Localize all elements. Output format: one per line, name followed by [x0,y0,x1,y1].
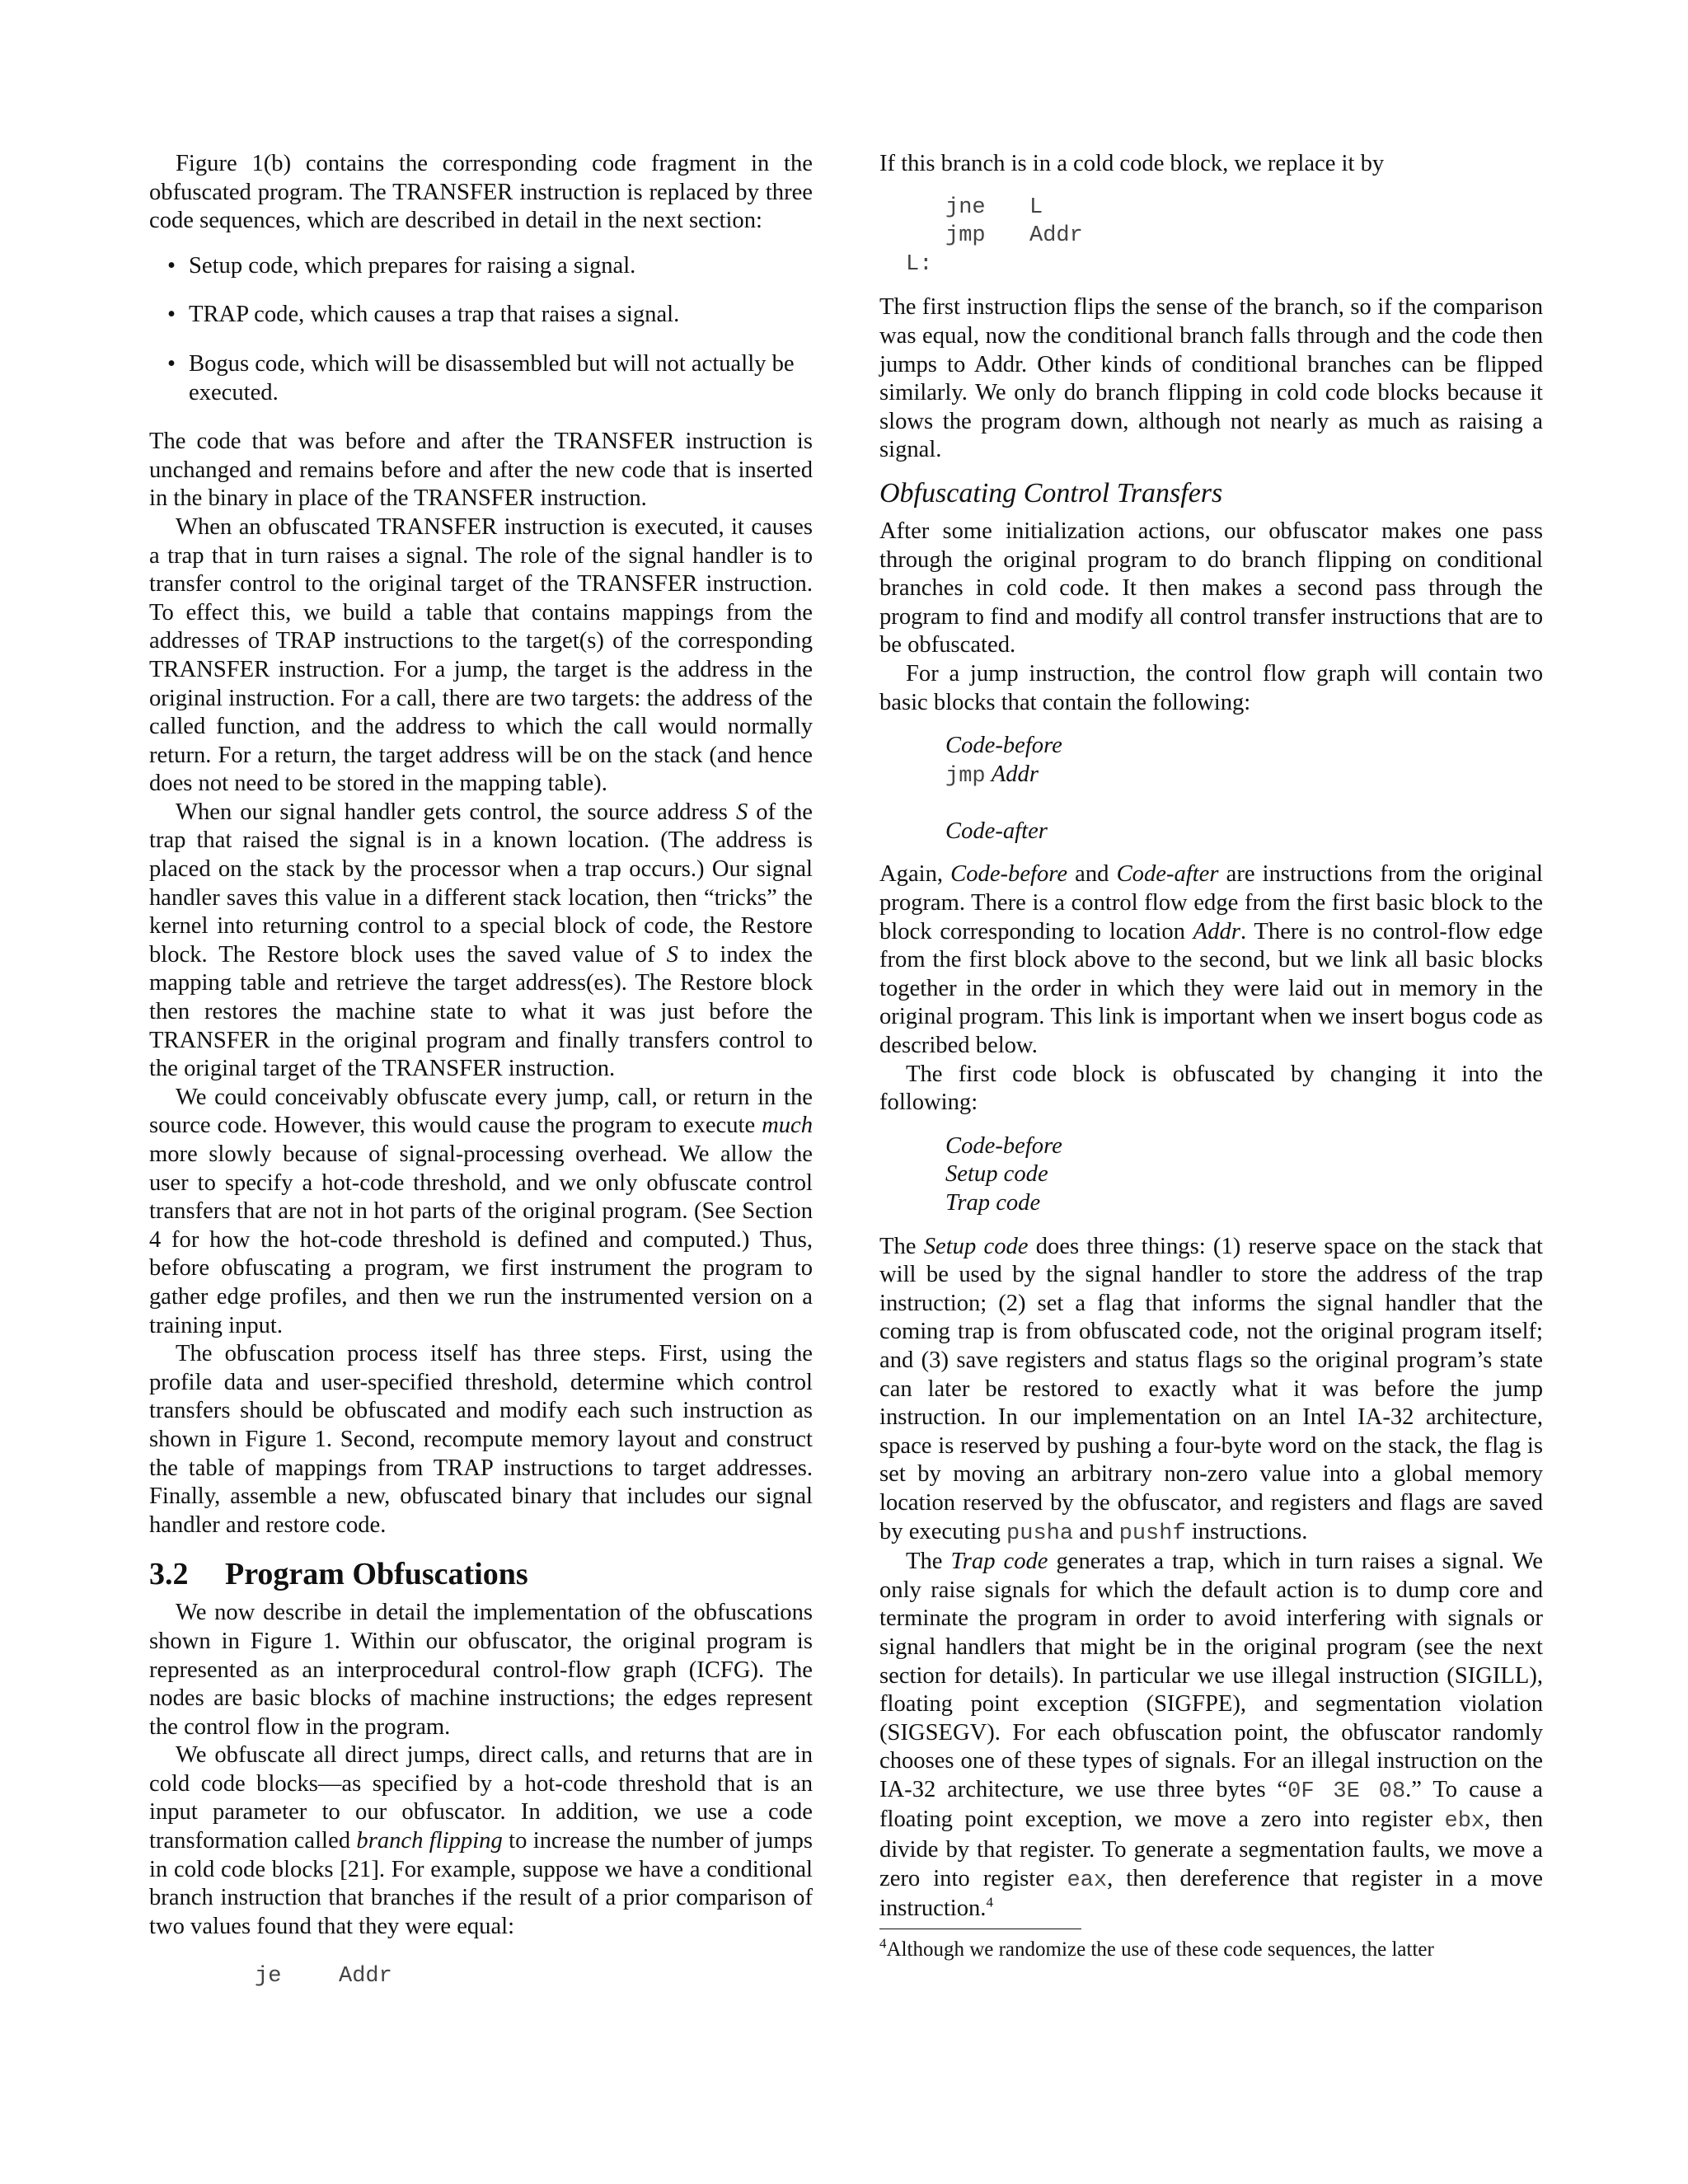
bullet-setup-code: • Setup code, which prepares for raising a signal. [189,252,813,281]
paragraph-conceivably: We could conceivably obfuscate every jump, call, or return in the source code. However, this would cause the program to execute much more slowly because of signal-processing overhead. We allow the user to specify a hot-code threshold, and we only obfuscate control transfers that are not in hot parts of the original program. (See Section 4 for how the hot-code threshold is defined and computed.) Thus, before obfuscating a program, we first instrument the program to gather edge profiles, and then we run the instrumented version on a training input. [149,1084,813,1338]
bullet-trap-code: • TRAP code, which causes a trap that raises a signal. [189,301,813,330]
paragraph-when-executed: When an obfuscated TRANSFER instruction is executed, it causes a trap that in turn raises a signal. The role of the signal handler is to transfer control to the original target of the TRANSFER instruction. To effect this, we build a table that contains mappings from the addresses of TRAP instructions to the target(s) of the corresponding TRANSFER instruction. For a jump, the target is the address in the original instruction. For a call, there are two targets: the address of the called function, and the address to which the call would normally return. For a return, the target address will be on the stack (and hence does not need to be stored in the mapping table). [149,513,813,797]
paragraph-trap-code: The Trap code generates a trap, which in turn raises a signal. We only raise signals for which the default action is to dump core and terminate the program in order to avoid interfering with signals or signal handlers that might be in the original program (see the next section for details). In particular we use illegal instruction (SIGILL), floating point exception (SIGFPE), and segmentation violation (SIGSEGV). For each obfuscation point, the obfuscator randomly chooses one of these types of signals. For an illegal instruction on the IA-32 architecture, we use three bytes “0F 3E 08.” To cause a floating point exception, we move a zero into register ebx, then divide by that register. To generate a segmentation faults, we move a zero into register eax, then dereference that register in a move instruction.$^4$ [879,1549,1544,1922]
subsection-heading: Obfuscating Control Transfers [879,477,1223,509]
paragraph-after-init: After some initialization actions, our obfuscator makes one pass through the original program to do branch flipping on conditional branches in cold code. It then makes a second pass through the program to find and modify all control transfer instructions that are to be obfuscated. [879,518,1543,658]
paragraph-unchanged: The code that was before and after the TRANSFER instruction is unchanged and remains before and after the new code that is inserted in the binary in place of the TRANSFER instruction. [149,429,813,512]
bullet-bogus-code: • Bogus code, which will be disassembled but will not actually be executed. [189,350,813,407]
code-branch-flip: jne L jmp Addr L: [945,194,1543,279]
left-column [149,150,813,1991]
paragraph-direct-jumps: We obfuscate all direct jumps, direct calls, and returns that are in cold code blocks—as specified by a hot-code threshold that is an input parameter to our obfuscator. In addition, we use a code transformation called branch flipping to increase the number of jumps in cold code blocks [21]. For example, suppose we have a conditional branch instruction that branches if the result of a prior comparison of two values found that they were equal: [149,1742,814,1939]
paragraph-first-instruction: The first instruction flips the sense of the branch, so if the comparison was equal, now the conditional branch falls through and the code then jumps to Addr. Other kinds of conditional branches can be flipped similarly. We only do branch flipping in cold code blocks because it slows the program down, although not nearly as much as raising a signal. [879,294,1543,463]
paragraph-signal-handler: When our signal handler gets control, the source address S of the trap that raised the signal is in a known location. (The address is placed on the stack by the processor when a trap occurs.) Our signal handler saves this value in a different stack location, then “tricks” the kernel into returning control to a special block of code, the Restore block. The Restore block uses the saved value of S to index the mapping table and retrieve the target address(es). The Restore block then restores the machine state to what it was just before the TRANSFER in the original program and finally transfers control to the original target of the TRANSFER instruction. [149,799,813,1082]
footnote-marker: 4 [986,1894,993,1910]
section-title: Program Obfuscations [225,1557,528,1592]
math-s: S [735,799,748,825]
code-jump-blocks: Code-before jmp Addr Code-after [945,733,1062,844]
paragraph-first-block: The first code block is obfuscated by changing it into the following: [879,1061,1543,1116]
footnote-number: 4 [879,1935,887,1952]
paragraph-process: The obfuscation process itself has three steps. First, using the profile data and user-specified threshold, determine which control transfers should be obfuscated and modify each such instruction as shown in Figure 1. Second, recompute memory layout and construct the table of mappings from TRAP instructions to target addresses. Finally, assemble a new, obfuscated binary that includes our signal handler and restore code. [149,1341,813,1538]
code-obfuscated-block: Code-before Setup code Trap code [945,1132,1062,1216]
section-number: 3.2 [149,1557,189,1592]
paragraph-jump-instruction: For a jump instruction, the control flow graph will contain two basic blocks that contain the following: [879,660,1543,715]
paragraph-again: Again, Code-before and Code-after are instructions from the original program. There is a control flow edge from the first basic block to the block corresponding to location Addr. There is no control-flow edge from the first block above to the second, but we link all basic blocks together in the order in which they were laid out in memory in the original program. This link is important when we insert bogus code as described below. [879,861,1543,1059]
footnote: $^4$Although we randomize the use of these code sequences, the latter [879,1935,1434,1961]
paragraph-setup-code: The Setup code does three things: (1) reserve space on the stack that will be used by the signal handler to store the address of the trap instruction; (2) set a flag that informs the signal handler that the coming trap is from obfuscated code, not the original program itself; and (3) save registers and status flags so the original program’s state can later be restored to exactly what it was before the jump instruction. In our implementation on an Intel IA-32 architecture, space is reserved by pushing a four-byte word on the stack, the flag is set by moving an arbitrary non-zero value into a global memory location reserved by the obfuscator, and registers and flags are saved by executing pusha and pushf instructions. [879,1233,1543,1546]
paragraph-intro: Figure 1(b) contains the corresponding code fragment in the obfuscated program. The TRANSFER instruction is replaced by three code sequences, which are described in detail in the next section: [149,151,813,234]
section-heading [149,1556,813,1592]
right-column [879,150,1543,1962]
bullet-list [149,252,813,407]
code-label: L: [906,251,933,277]
paragraph-cold-block: If this branch is in a cold code block, we replace it by [879,151,1385,176]
code-je: je Addr [255,1964,392,1990]
math-s: S [666,941,678,968]
paragraph-describe: We now describe in detail the implementation of the obfuscations shown in Figure 1. Within our obfuscator, the original program is represented as an interprocedural control-flow graph (ICFG). The nodes are basic blocks of machine instructions; the edges represent the control flow in the program. [149,1600,813,1740]
